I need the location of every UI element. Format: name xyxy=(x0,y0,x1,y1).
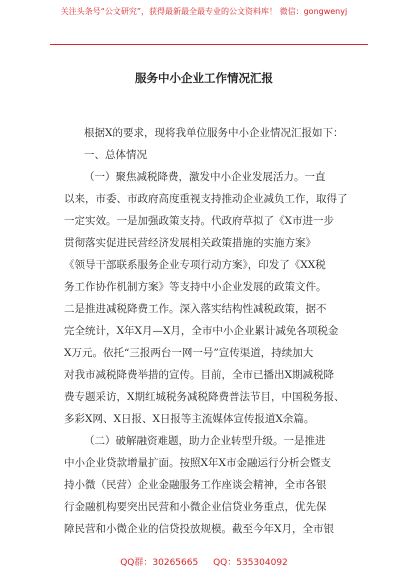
footer-qq: QQ：535304092 xyxy=(213,558,288,568)
body-line: 费专题采访，X期红城税务减税降费普法节目，中国税务报、 xyxy=(64,391,345,403)
body-line: （一）聚焦减税降费，激发中小企业发展活力。一直 xyxy=(84,171,326,183)
body-line: 二是推进减税降费工作。深入落实结构性减税政策，据不 xyxy=(64,303,327,315)
body-line: X万元。依托“三报两台一网一号”宣传渠道，持续加大 xyxy=(64,347,314,359)
body-line: 一定实效。一是加强政策支持。代政府草拟了《X市进一步 xyxy=(64,215,334,227)
body-line: 障民营和小微企业的信贷投放规模。截至今年X月，全市银 xyxy=(64,523,334,535)
document-title: 服务中小企业工作情况汇报 xyxy=(135,71,273,85)
body-line: 务工作协作机制方案》等支持中小企业发展的政策文件。 xyxy=(64,281,327,293)
body-line: （二）破解融资难题，助力企业转型升级。一是推进 xyxy=(84,435,326,447)
body-line: 多彩X网、X日报、X日报等主流媒体宣传报道X余篇。 xyxy=(64,413,315,425)
body-line: 中小企业贷款增量扩面。按照X年X市金融运行分析会暨支 xyxy=(64,457,331,469)
body-line: 行金融机构要突出民营和小微企业信贷业务重点，优先保 xyxy=(64,501,327,513)
body-line: 持小微（民营）企业金融服务工作座谈会精神，全市各银 xyxy=(64,479,327,491)
body-line: 贯彻落实促进民营经济发展相关政策措施的实施方案》 xyxy=(64,237,316,249)
body-line: 完全统计，X年X月—X月，全市中小企业累计减免各项税金 xyxy=(64,325,339,337)
section-heading: 一、总体情况 xyxy=(84,149,147,161)
body-line: 以来，市委、市政府高度重视支持推动企业减负工作，取得了 xyxy=(64,193,348,205)
document-body xyxy=(64,122,350,540)
body-line: 对我市减税降费举措的宣传。目前，全市已播出X期减税降 xyxy=(64,369,334,381)
body-line: 根据X的要求，现将我单位服务中小企业情况汇报如下： xyxy=(84,127,344,139)
header-banner: 关注头条号“公文研究”，获得最新最全最专业的公文资料库！ 微信：gongwenyj xyxy=(60,7,348,16)
body-line: 《领导干部联系服务企业专项行动方案》，印发了《XX税 xyxy=(64,259,326,271)
header-divider xyxy=(50,44,368,45)
footer-qq-group: QQ群：30265665 xyxy=(120,558,199,568)
footer-contact xyxy=(0,555,408,568)
